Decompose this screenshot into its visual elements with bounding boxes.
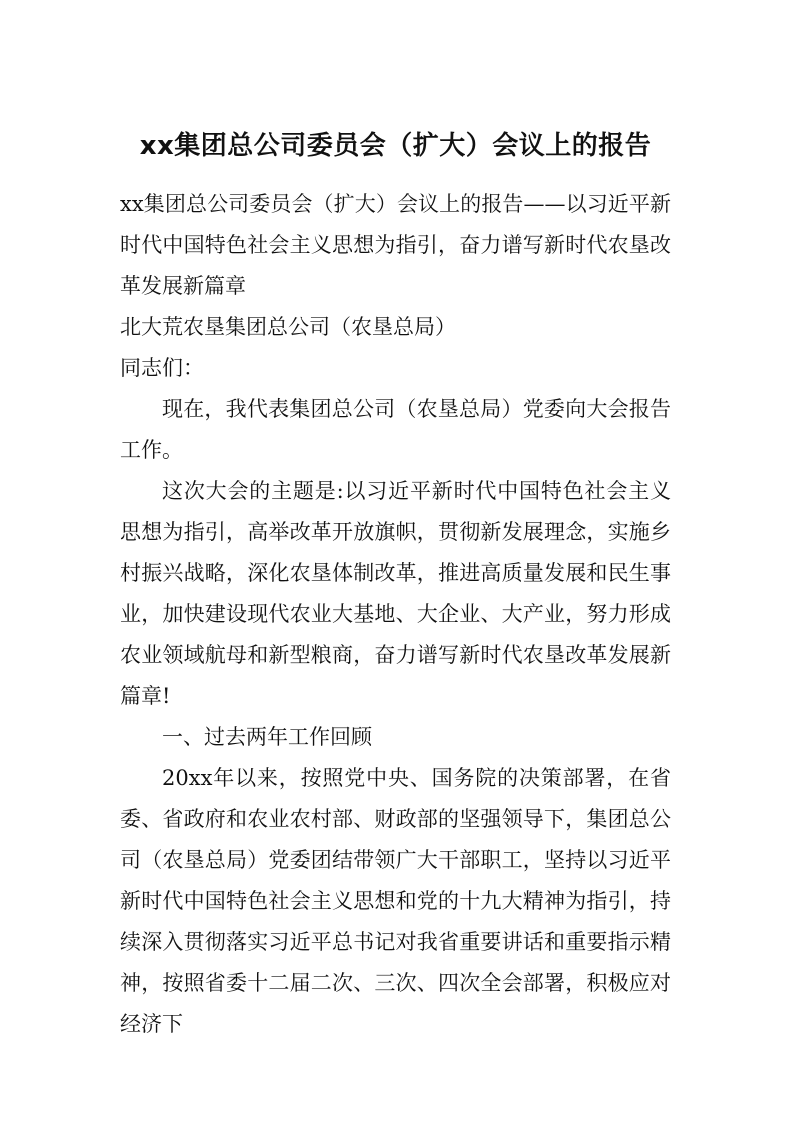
section-heading: 一、过去两年工作回顾 bbox=[162, 725, 372, 749]
subtitle-paragraph: xx集团总公司委员会（扩大）会议上的报告——以习近平新时代中国特色社会主义思想为指引，奋力谱写新时代农垦改革发展新篇章 bbox=[120, 192, 671, 298]
salutation: 同志们： bbox=[120, 356, 204, 380]
document-title: xx集团总公司委员会（扩大）会议上的报告 bbox=[139, 131, 652, 161]
document-body bbox=[120, 184, 671, 1045]
body-paragraph: 这次大会的主题是:以习近平新时代中国特色社会主义思想为指引，高举改革开放旗帜，贯彻新发展理念，实施乡村振兴战略，深化农垦体制改革，推进高质量发展和民生事业，加快建设现代农业大基地、大企业、大产业，努力形成农业领域航母和新型粮商，奋力谱写新时代农垦改革发展新篇章! bbox=[120, 479, 671, 708]
body-paragraph: 20xx年以来，按照党中央、国务院的决策部署，在省委、省政府和农业农村部、财政部的坚强领导下，集团总公司（农垦总局）党委团结带领广大干部职工，坚持以习近平新时代中国特色社会主义思想和党的十九大精神为指引，持续深入贯彻落实习近平总书记对我省重要讲话和重要指示精神，按照省委十二届二次、三次、四次全会部署，积极应对经济下 bbox=[120, 766, 671, 1036]
body-paragraph: 现在，我代表集团总公司（农垦总局）党委向大会报告工作。 bbox=[120, 397, 671, 462]
organization-line: 北大荒农垦集团总公司（农垦总局） bbox=[120, 315, 456, 339]
